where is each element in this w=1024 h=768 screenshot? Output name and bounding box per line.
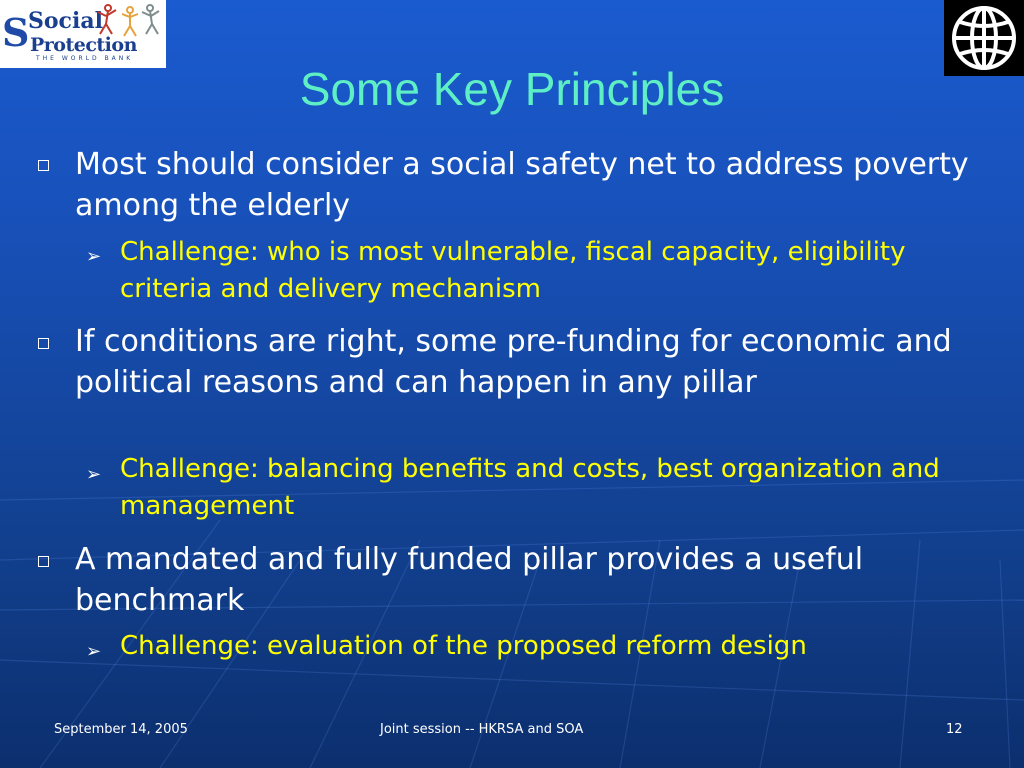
logo-subtitle: THE WORLD BANK [36, 55, 134, 62]
footer-date: September 14, 2005 [54, 722, 188, 737]
arrow-bullet-icon: ➢ [86, 464, 102, 485]
square-bullet-icon [38, 160, 49, 171]
people-figures-icon [96, 2, 160, 38]
arrow-bullet-icon: ➢ [86, 641, 102, 662]
arrow-bullet-icon: ➢ [86, 246, 102, 267]
sub-point-1: Challenge: who is most vulnerable, fiscal capacity, eligibility criteria and delivery mechanism [120, 237, 906, 304]
square-bullet-icon [38, 338, 49, 349]
logo-word-protection: Protection [30, 34, 137, 56]
sub-point-3: Challenge: evaluation of the proposed reform design [120, 631, 807, 661]
slide-title: Some Key Principles [299, 63, 725, 115]
square-bullet-icon [38, 556, 49, 567]
sub-point-2: Challenge: balancing benefits and costs, best organization and management [120, 454, 940, 521]
logo-word-social: Social [28, 8, 103, 34]
page-number: 12 [946, 722, 963, 737]
social-protection-logo: S Social Protection THE WORLD BANK [0, 0, 166, 68]
bullet-point-3: A mandated and fully funded pillar provides a useful benchmark [75, 542, 864, 618]
bullet-point-1: Most should consider a social safety net to address poverty among the elderly [75, 147, 969, 223]
bullet-point-2: If conditions are right, some pre-funding for economic and political reasons and can happen in any pillar [75, 324, 952, 400]
footer-center: Joint session -- HKRSA and SOA [380, 722, 584, 737]
